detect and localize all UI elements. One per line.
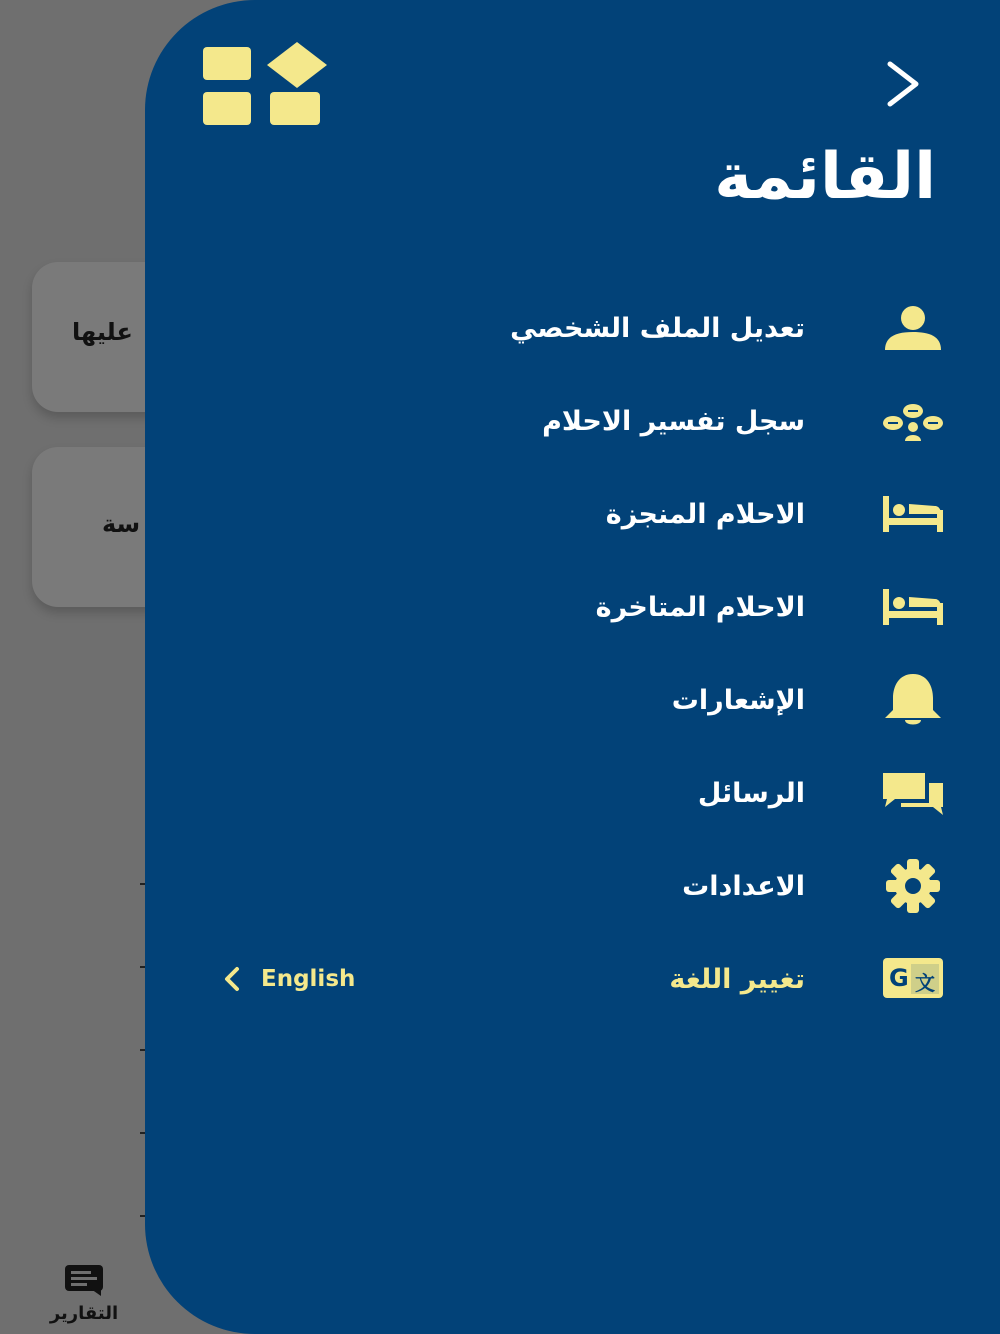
menu-item-settings[interactable]: [185, 856, 945, 916]
menu-item-label: الاحلام المنجزة: [605, 498, 805, 530]
menu-item-label: تعديل الملف الشخصي: [510, 312, 805, 344]
svg-text:G: G: [889, 964, 909, 992]
bell-icon: [881, 672, 945, 728]
nav-item-reports[interactable]: [40, 1263, 128, 1324]
nav-item-label: التقارير: [49, 1303, 119, 1324]
menu-item-messages[interactable]: [185, 763, 945, 823]
svg-text:文: 文: [915, 971, 935, 995]
menu-item-label: الإشعارات: [671, 684, 805, 716]
chevron-left-icon: [223, 966, 241, 992]
bed-icon: [881, 486, 945, 542]
background-card-text: عليها: [72, 318, 133, 346]
gear-icon: [881, 858, 945, 914]
close-drawer-button[interactable]: [880, 58, 928, 110]
current-language-label: English: [261, 966, 356, 992]
menu-item-change-language[interactable]: [185, 949, 945, 1009]
chat-icon: [881, 765, 945, 821]
menu-item-edit-profile[interactable]: [185, 298, 945, 358]
menu-item-label: الاحلام المتاخرة: [595, 591, 805, 623]
user-icon: [881, 300, 945, 356]
dream-interpretation-icon: [881, 393, 945, 449]
translate-icon: [881, 951, 945, 1007]
menu-item-completed-dreams[interactable]: [185, 484, 945, 544]
menu-item-dream-log[interactable]: [185, 391, 945, 451]
chevron-right-icon: [880, 58, 928, 110]
bed-icon: [881, 579, 945, 635]
menu-item-label: الرسائل: [697, 777, 805, 809]
menu-item-delayed-dreams[interactable]: [185, 577, 945, 637]
menu-item-label: سجل تفسير الاحلام: [542, 405, 805, 437]
background-card-text: سة: [102, 510, 141, 538]
menu-item-notifications[interactable]: [185, 670, 945, 730]
menu-item-label: تغيير اللغة: [669, 963, 805, 995]
menu-item-label: الاعدادات: [682, 870, 805, 902]
app-logo-icon: [203, 42, 329, 128]
reports-icon: [63, 1263, 105, 1297]
current-language[interactable]: [223, 949, 355, 1009]
side-drawer: [145, 0, 1000, 1334]
drawer-title: القائمة: [714, 140, 936, 214]
